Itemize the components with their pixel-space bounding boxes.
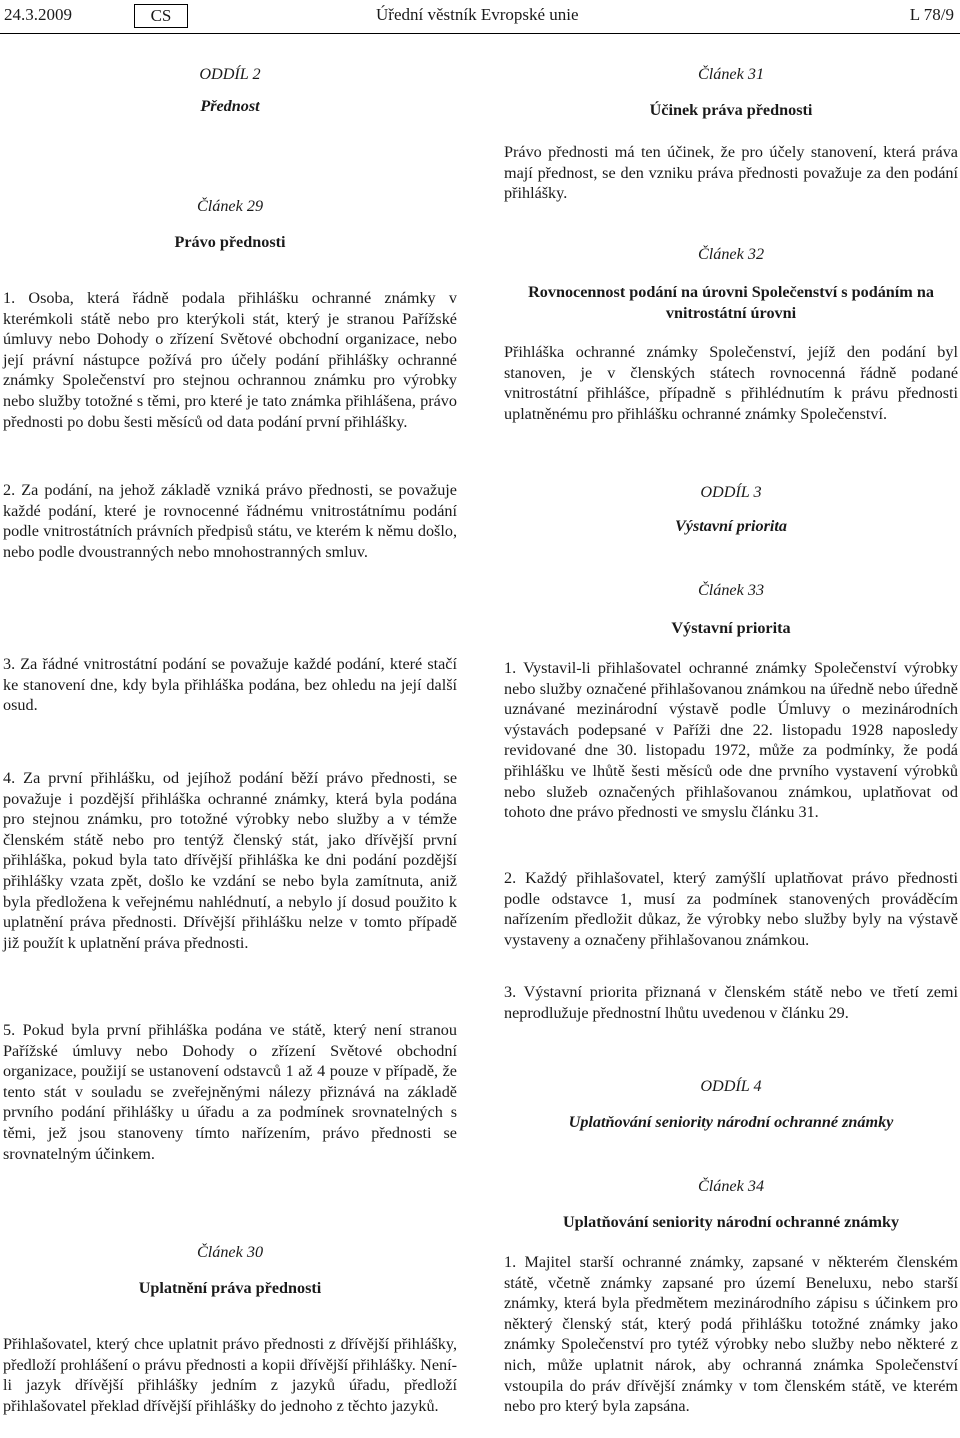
header-rule <box>0 33 960 34</box>
article-32-paragraph-1: Přihláška ochranné známky Společenství, jejíž den podání byl stanoven, je v členských státech rovnocenná řádně podané vnitrostátní přihlášce, případně s přihlédnutím k právu přednosti uplatněnému pro přihlášku ochranné známky Společenství. <box>504 343 958 423</box>
article-33-paragraph-3: 3. Výstavní priorita přiznaná v členském státě nebo ve třetí zemi neprodlužuje přednostní lhůtu uvedenou v článku 29. <box>504 983 958 1022</box>
article-29-paragraph-4: 4. Za první přihlášku, od jejíhož podání běží právo přednosti, se považuje i pozdější přihláška ochranné známky, která byla podána pro stejnou známku, pro totožné výrobky nebo služby a v témže členském státě nebo pro tentýž členský stát, jako dřívější první přihláška, pokud byla tato dřívější přihláška ke dni podání pozdější přihlášky vzata zpět, došlo ke vzdání se nebo byla zamítnuta, aniž byla předložena k veřejnému nahlédnutí, a nebylo jí dosud použito k uplatnění práva přednosti. Dřívější přihlášku nelze v tomto případě již použít k uplatnění práva přednosti. <box>3 769 457 952</box>
article-33-label: Článek 33 <box>697 581 765 599</box>
article-29-paragraph-3: 3. Za řádné vnitrostátní podání se považuje každé podání, které stačí ke stanovení dne, kdy byla přihláška podána, bez ohledu na její další osud. <box>3 655 457 715</box>
article-29-paragraph-1: 1. Osoba, která řádně podala přihlášku ochranné známky v kterémkoli státě nebo pro kterýkoli stát, který je stranou Pařížské úmluvy nebo Dohody o zřízení Světové obchodní organizace, nebo její právní nástupce požívá pro účely podání přihlášky ochranné známky Společenství pro stejnou ochrannou známku pro výrobky nebo služby totožné s těmi, pro které je tato známka přihlášena, právo přednosti po dobu šesti měsíců od data podání první přihlášky. <box>3 289 457 431</box>
article-29-paragraph-5: 5. Pokud byla první přihláška podána ve státě, který není stranou Pařížské úmluvy nebo Dohody o zřízení Světové obchodní organizace, použijí se ustanovení odstavců 1 až 4 pouze v případě, že tento stát v souladu se zveřejněnými nálezy přiznává na základě prvního podání přihlášky u úřadu a za podmínek srovnatelných s těmi, jež jsou stanoveny tímto nařízením, právo přednosti se srovnatelným účinkem. <box>3 1021 457 1163</box>
article-33-title: Výstavní priorita <box>671 619 791 637</box>
page-number: L 78/9 <box>909 5 954 24</box>
article-31-paragraph-1: Právo přednosti má ten účinek, že pro účely stanovení, která práva mají přednost, se den vzniku práva přednosti považuje za den podání přihlášky. <box>504 143 958 203</box>
publication-date: 24.3.2009 <box>4 5 72 24</box>
article-33-paragraph-1: 1. Vystavil-li přihlašovatel ochranné známky Společenství výrobky nebo služby označené přihlašovanou známkou na úředně nebo úředně uznávané mezinárodní výstavě podle Úmluvy o mezinárodních výstavách podepsané v Paříži dne 22. listopadu 1928 naposledy revidované dne 30. listopadu 1972, může za podmínky, že podá přihlášku ve lhůtě šesti měsíců ode dne prvního vystavení výrobků nebo služeb označených přihlašovanou známkou, uplatňovat od tohoto dne právo přednosti ve smyslu článku 31. <box>504 659 958 822</box>
article-30-title: Uplatnění práva přednosti <box>138 1279 322 1297</box>
journal-title: Úřední věstník Evropské unie <box>376 5 579 24</box>
section-2-title: Přednost <box>200 97 260 115</box>
article-31-title: Účinek práva přednosti <box>649 101 813 119</box>
section-3-label: ODDÍL 3 <box>700 483 762 501</box>
article-29-label: Článek 29 <box>196 197 264 215</box>
section-4-label: ODDÍL 4 <box>700 1077 762 1095</box>
article-32-label: Článek 32 <box>697 245 765 263</box>
article-34-title: Uplatňování seniority národní ochranné známky <box>562 1213 900 1231</box>
section-2-label: ODDÍL 2 <box>199 65 261 83</box>
article-34-paragraph-1: 1. Majitel starší ochranné známky, zapsané v některém členském státě, včetně známky zapsané pro území Beneluxu, nebo starší známky, která byla předmětem mezinárodního zápisu s účinkem pro některý členský stát, který podá přihlášku totožné známky jako známky Společenství pro tytéž výrobky nebo služby nebo některé z nich, může uplatnit nárok, aby ochranná známka Společenství vstoupila do práv dřívější známky v tom členském státě, ve kterém nebo pro který byla zapsána. <box>504 1253 958 1416</box>
article-31-label: Článek 31 <box>697 65 765 83</box>
article-30-paragraph-1: Přihlašovatel, který chce uplatnit právo přednosti z dřívější přihlášky, předloží prohlášení o právu přednosti a kopii dřívější přihlášky. Není-li jazyk dřívější přihlášky jedním z jazyků úřadu, předloží přihlašovatel překlad dřívější přihlášky do jednoho z těchto jazyků. <box>3 1335 457 1415</box>
article-29-title: Právo přednosti <box>174 233 286 251</box>
language-box: CS <box>134 4 188 28</box>
article-32-title: Rovnocennost podání na úrovni Společenství s podáním na vnitrostátní úrovni <box>528 283 934 322</box>
section-4-title: Uplatňování seniority národní ochranné známky <box>568 1113 894 1131</box>
page-header <box>0 0 960 32</box>
article-29-paragraph-2: 2. Za podání, na jehož základě vzniká právo přednosti, se považuje každé podání, které je rovnocenné řádnému vnitrostátnímu podání podle vnitrostátních právních předpisů státu, ve kterém k němu došlo, nebo podle dvoustranných nebo mnohostranných smluv. <box>3 481 457 561</box>
article-34-label: Článek 34 <box>697 1177 765 1195</box>
article-30-label: Článek 30 <box>196 1243 264 1261</box>
article-33-paragraph-2: 2. Každý přihlašovatel, který zamýšlí uplatňovat právo přednosti podle odstavce 1, musí za podmínek stanovených prováděcím nařízením předložit důkaz, že výrobky nebo služby byly na výstavě vystaveny a označeny přihlašovanou známkou. <box>504 869 958 949</box>
section-3-title: Výstavní priorita <box>675 517 787 535</box>
